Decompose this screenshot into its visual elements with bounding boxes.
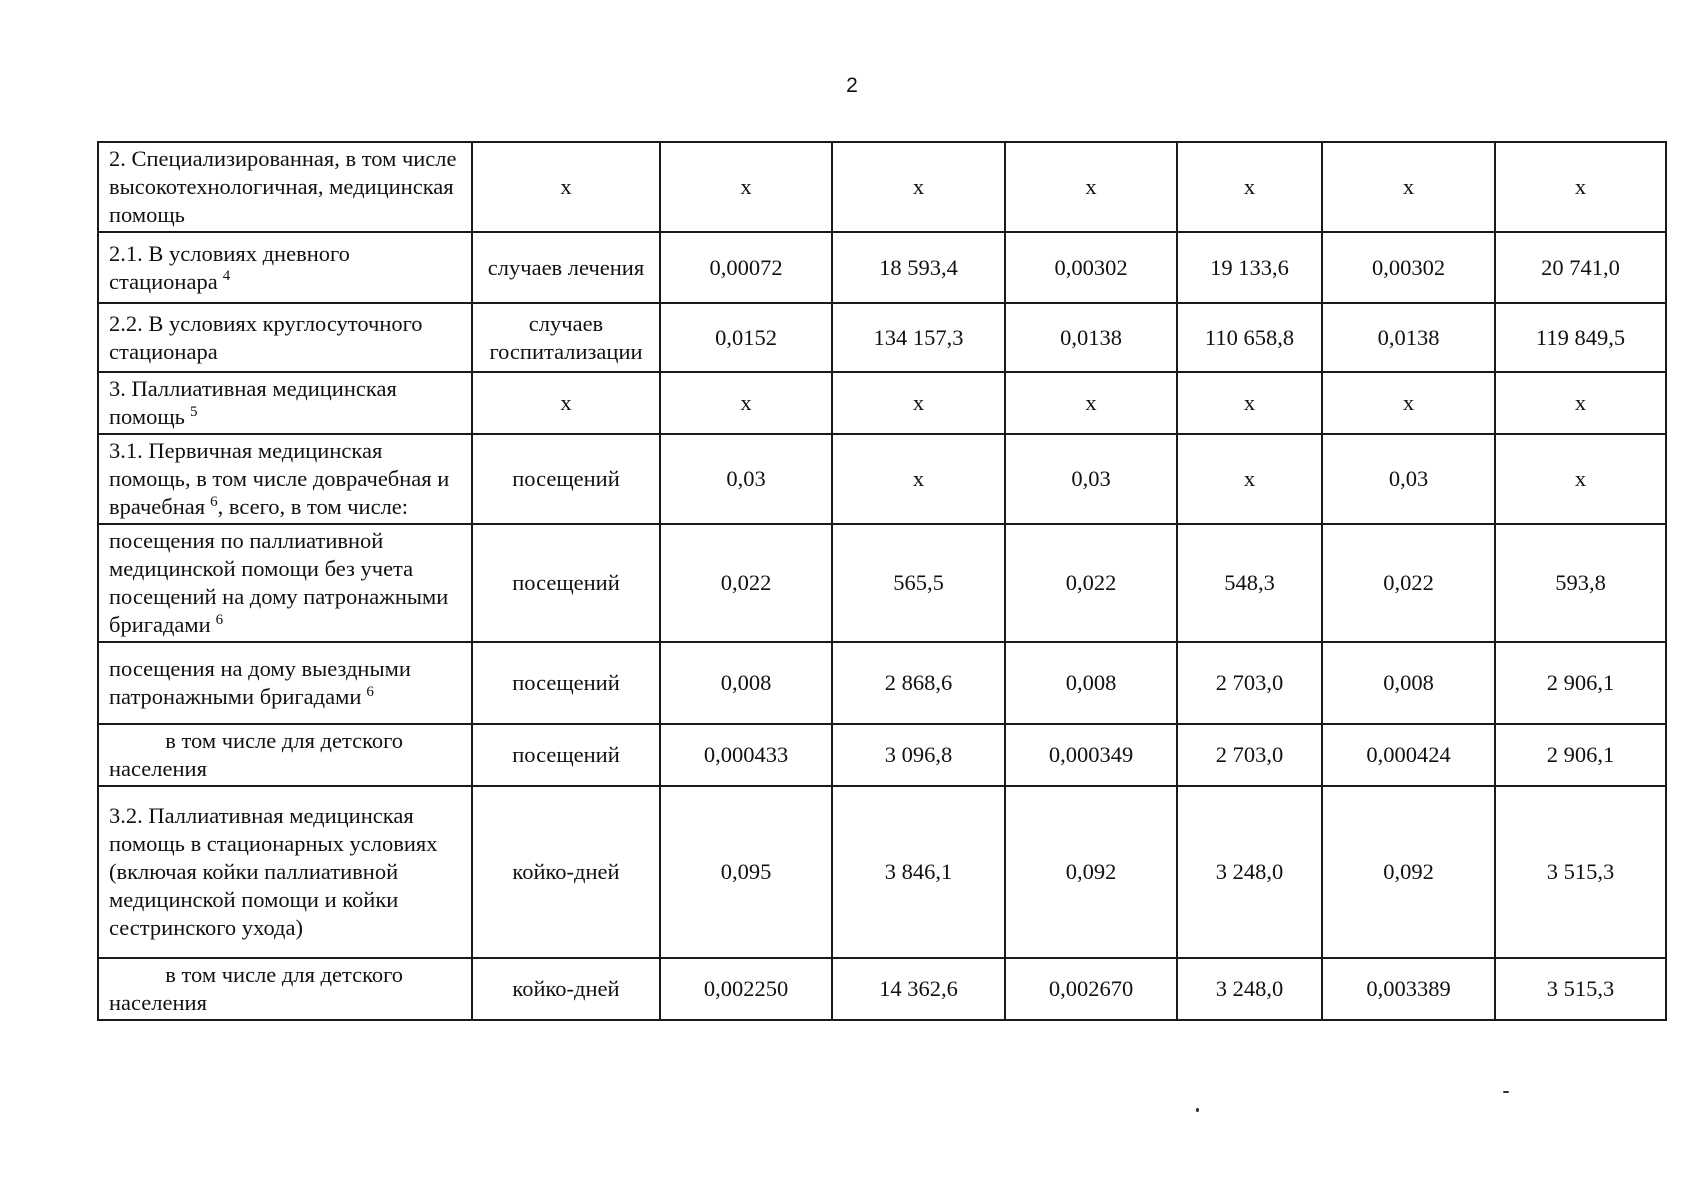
value-cell: 0,095 bbox=[660, 786, 832, 958]
value-cell: х bbox=[1322, 372, 1495, 434]
scan-speck bbox=[1503, 1091, 1509, 1093]
table-row bbox=[98, 232, 1666, 303]
value-cell: 3 248,0 bbox=[1177, 958, 1322, 1020]
value-cell: 0,008 bbox=[660, 642, 832, 724]
table-row bbox=[98, 724, 1666, 786]
row-label-cell bbox=[98, 958, 472, 1020]
value-cell: 0,002670 bbox=[1005, 958, 1177, 1020]
table-row bbox=[98, 372, 1666, 434]
table-row bbox=[98, 434, 1666, 524]
value-cell: 0,000433 bbox=[660, 724, 832, 786]
value-cell: 0,0138 bbox=[1005, 303, 1177, 372]
value-cell: 3 096,8 bbox=[832, 724, 1005, 786]
value-cell: 134 157,3 bbox=[832, 303, 1005, 372]
row-label: в том числе для детского населения bbox=[109, 728, 404, 781]
scan-speck bbox=[1196, 1108, 1199, 1112]
page-number: 2 bbox=[846, 74, 858, 97]
value-cell: 0,022 bbox=[660, 524, 832, 642]
value-cell: 3 846,1 bbox=[832, 786, 1005, 958]
row-label: посещения по паллиативной медицинской помощи без учета посещений на дому патронажными бригадами bbox=[109, 528, 449, 637]
value-cell: х bbox=[1005, 372, 1177, 434]
value-cell: 0,022 bbox=[1322, 524, 1495, 642]
value-cell: х bbox=[1495, 434, 1666, 524]
row-label-tail: , всего, в том числе: bbox=[217, 494, 409, 519]
table-row bbox=[98, 524, 1666, 642]
value-cell: 2 703,0 bbox=[1177, 642, 1322, 724]
value-cell: 3 515,3 bbox=[1495, 786, 1666, 958]
value-cell: 593,8 bbox=[1495, 524, 1666, 642]
table-row bbox=[98, 142, 1666, 232]
value-cell: 0,03 bbox=[660, 434, 832, 524]
value-cell: 0,003389 bbox=[1322, 958, 1495, 1020]
medical-care-standards-table bbox=[97, 141, 1667, 1021]
row-label: посещения на дому выездными патронажными бригадами bbox=[109, 656, 411, 709]
unit-cell: койко-дней bbox=[472, 958, 660, 1020]
value-cell: х bbox=[1177, 434, 1322, 524]
value-cell: 0,008 bbox=[1322, 642, 1495, 724]
row-label: 3.2. Паллиативная медицинская помощь в стационарных условиях (включая койки паллиативной медицинской помощи и койки сестринского ухода) bbox=[109, 803, 438, 940]
value-cell: 0,0138 bbox=[1322, 303, 1495, 372]
footnote-marker: 4 bbox=[222, 268, 231, 284]
value-cell: 0,000349 bbox=[1005, 724, 1177, 786]
row-label-cell bbox=[98, 372, 472, 434]
row-label-cell bbox=[98, 142, 472, 232]
unit-cell: случаев госпитализации bbox=[472, 303, 660, 372]
row-label: 2. Специализированная, в том числе высокотехнологичная, медицинская помощь bbox=[109, 146, 457, 227]
value-cell: 0,00072 bbox=[660, 232, 832, 303]
value-cell: 0,022 bbox=[1005, 524, 1177, 642]
value-cell: 0,002250 bbox=[660, 958, 832, 1020]
value-cell: х bbox=[1005, 142, 1177, 232]
row-label-cell bbox=[98, 524, 472, 642]
value-cell: 0,03 bbox=[1322, 434, 1495, 524]
value-cell: 3 248,0 bbox=[1177, 786, 1322, 958]
value-cell: х bbox=[1177, 372, 1322, 434]
footnote-marker: 6 bbox=[210, 493, 218, 510]
row-label-cell bbox=[98, 642, 472, 724]
row-label: 3.1. Первичная медицинская помощь, в том числе доврачебная и врачебная bbox=[109, 438, 450, 519]
value-cell: 2 906,1 bbox=[1495, 724, 1666, 786]
value-cell: х bbox=[660, 372, 832, 434]
unit-cell: случаев лечения bbox=[472, 232, 660, 303]
unit-cell: посещений bbox=[472, 724, 660, 786]
footnote-marker: 6 bbox=[366, 683, 374, 700]
value-cell: 110 658,8 bbox=[1177, 303, 1322, 372]
value-cell: 3 515,3 bbox=[1495, 958, 1666, 1020]
value-cell: 0,0152 bbox=[660, 303, 832, 372]
unit-cell: х bbox=[472, 372, 660, 434]
value-cell: х bbox=[832, 142, 1005, 232]
value-cell: х bbox=[660, 142, 832, 232]
value-cell: 119 849,5 bbox=[1495, 303, 1666, 372]
row-label-cell bbox=[98, 232, 472, 303]
row-label-cell bbox=[98, 724, 472, 786]
footnote-marker: 6 bbox=[215, 611, 224, 628]
value-cell: 0,00302 bbox=[1322, 232, 1495, 303]
value-cell: 0,092 bbox=[1322, 786, 1495, 958]
row-label-cell bbox=[98, 786, 472, 958]
table-body bbox=[98, 142, 1666, 1020]
value-cell: 18 593,4 bbox=[832, 232, 1005, 303]
unit-cell: койко-дней bbox=[472, 786, 660, 958]
value-cell: 2 906,1 bbox=[1495, 642, 1666, 724]
value-cell: 2 703,0 bbox=[1177, 724, 1322, 786]
value-cell: 20 741,0 bbox=[1495, 232, 1666, 303]
unit-cell: посещений bbox=[472, 642, 660, 724]
value-cell: 565,5 bbox=[832, 524, 1005, 642]
unit-cell: х bbox=[472, 142, 660, 232]
value-cell: 2 868,6 bbox=[832, 642, 1005, 724]
value-cell: 14 362,6 bbox=[832, 958, 1005, 1020]
row-label-cell bbox=[98, 303, 472, 372]
row-label: 2.2. В условиях круглосуточного стационара bbox=[109, 310, 423, 364]
table-row bbox=[98, 958, 1666, 1020]
row-label: в том числе для детского населения bbox=[109, 962, 404, 1015]
value-cell: 0,000424 bbox=[1322, 724, 1495, 786]
table-row bbox=[98, 303, 1666, 372]
value-cell: 0,03 bbox=[1005, 434, 1177, 524]
value-cell: х bbox=[832, 372, 1005, 434]
value-cell: х bbox=[832, 434, 1005, 524]
value-cell: 0,092 bbox=[1005, 786, 1177, 958]
value-cell: х bbox=[1322, 142, 1495, 232]
value-cell: х bbox=[1495, 372, 1666, 434]
value-cell: 548,3 bbox=[1177, 524, 1322, 642]
row-label: 3. Паллиативная медицинская помощь bbox=[109, 376, 397, 429]
unit-cell: посещений bbox=[472, 524, 660, 642]
row-label: 2.1. В условиях дневного стационара bbox=[109, 240, 350, 294]
row-label-cell bbox=[98, 434, 472, 524]
unit-cell: посещений bbox=[472, 434, 660, 524]
value-cell: х bbox=[1495, 142, 1666, 232]
table-row bbox=[98, 786, 1666, 958]
value-cell: 19 133,6 bbox=[1177, 232, 1322, 303]
value-cell: 0,00302 bbox=[1005, 232, 1177, 303]
table-row bbox=[98, 642, 1666, 724]
value-cell: 0,008 bbox=[1005, 642, 1177, 724]
footnote-marker: 5 bbox=[189, 403, 198, 420]
value-cell: х bbox=[1177, 142, 1322, 232]
